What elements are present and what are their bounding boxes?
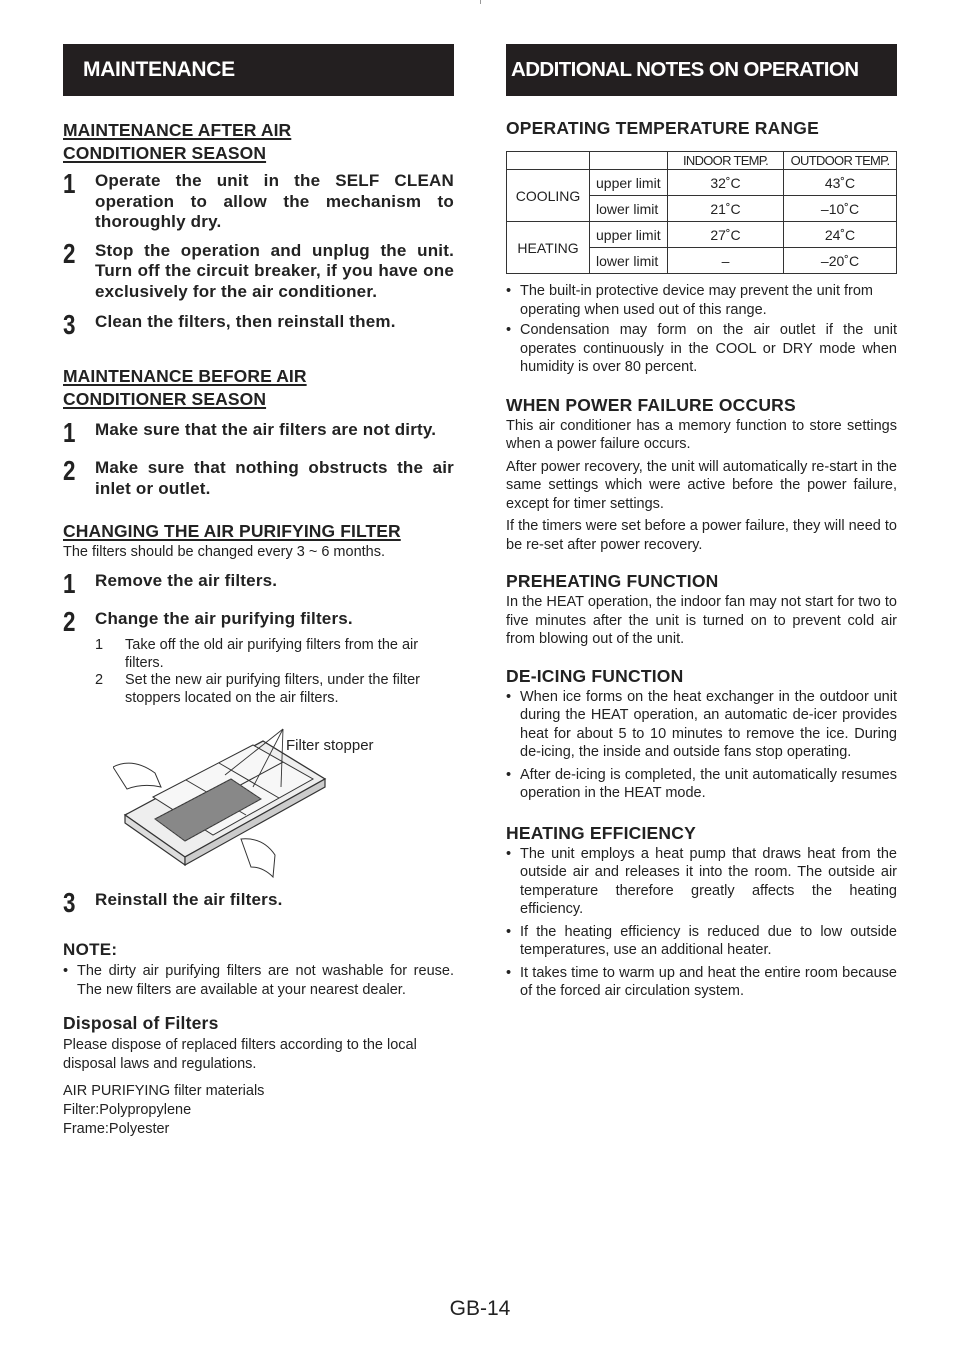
changing-filter-heading: CHANGING THE AIR PURIFYING FILTER (63, 521, 401, 541)
step-number: 2 (63, 606, 76, 637)
step-text: Clean the filters, then reinstall them. (95, 312, 396, 331)
indoor-temp-header: INDOOR TEMP. (668, 152, 784, 170)
step-number: 1 (63, 417, 76, 448)
bullet-text: The dirty air purifying filters are not washable for reuse. The new filters are available at your nearest dealer. (77, 963, 454, 998)
changing-filter-section (63, 520, 454, 916)
outdoor-value: –20˚C (784, 248, 897, 274)
temperature-notes (506, 282, 897, 377)
bullet-text: It takes time to warm up and heat the entire room because of the forced air circulation system. (520, 964, 897, 999)
table-header-row (507, 152, 897, 170)
indoor-value: – (668, 248, 784, 274)
filter-illustration (63, 727, 454, 887)
heating-efficiency-section (506, 823, 897, 1001)
list-item (506, 964, 897, 1001)
temperature-table (506, 151, 897, 274)
table-cell (590, 152, 668, 170)
maintenance-banner: MAINTENANCE (63, 44, 454, 96)
materials-frame: Frame:Polyester (63, 1121, 170, 1137)
heating-efficiency-heading: HEATING EFFICIENCY (506, 822, 696, 843)
changing-filter-intro: The filters should be changed every 3 ~ 6 months. (63, 544, 386, 560)
changing-step-1 (63, 568, 454, 599)
filter-stopper-label: Filter stopper (286, 737, 374, 754)
changing-step-3 (63, 887, 454, 918)
disposal-section (63, 1013, 454, 1139)
step-number: 2 (63, 237, 76, 269)
indoor-value: 27˚C (668, 222, 784, 248)
step-text: Operate the unit in the SELF CLEAN operation to allow the mechanism to thoroughly dry. (95, 171, 454, 231)
power-failure-section (506, 395, 897, 555)
mode-cooling: COOLING (507, 170, 590, 222)
step-text: Stop the operation and unplug the unit. Turn off the circuit breaker, if you have one exclusively for the air conditioner. (95, 240, 454, 301)
after-step-2 (63, 237, 454, 303)
after-step-1 (63, 168, 454, 233)
list-item (506, 282, 897, 319)
step-text: Make sure that the air filters are not dirty. (95, 420, 437, 439)
bullet-dot: • (506, 964, 512, 981)
substep-1 (95, 637, 454, 672)
bullet-text: Condensation may form on the air outlet if the unit operates continuously in the COOL or DRY mode when humidity is over 80 percent. (520, 322, 897, 375)
de-icing-section (506, 666, 897, 803)
outdoor-value: 24˚C (784, 222, 897, 248)
substep-text: Set the new air purifying filters, under the filter stoppers located on the air filters. (125, 672, 420, 706)
substep-list (63, 637, 454, 707)
list-item (506, 688, 897, 762)
indoor-value: 32˚C (668, 170, 784, 196)
power-failure-heading: WHEN POWER FAILURE OCCURS (506, 394, 796, 415)
bullet-dot: • (506, 688, 512, 705)
substep-text: Take off the old air purifying filters from the air filters. (125, 637, 419, 671)
after-season-heading: MAINTENANCE AFTER AIR CONDITIONER SEASON (63, 120, 292, 163)
table-cell (507, 152, 590, 170)
step-text: Reinstall the air filters. (95, 890, 283, 909)
outdoor-value: 43˚C (784, 170, 897, 196)
outdoor-temp-header: OUTDOOR TEMP. (784, 152, 897, 170)
step-number: 1 (63, 568, 76, 599)
temperature-section (506, 118, 897, 377)
power-failure-paragraph-2: After power recovery, the unit will automatically re-start in the same settings which were active before the power failure, except for timer settings. (506, 458, 897, 512)
table-row (507, 222, 897, 248)
mode-heating: HEATING (507, 222, 590, 274)
temperature-heading: OPERATING TEMPERATURE RANGE (506, 118, 819, 138)
bullet-text: After de-icing is completed, the unit automatically resumes operation in the HEAT mode. (520, 766, 897, 801)
note-bullet (63, 962, 454, 999)
before-step-1 (63, 417, 454, 448)
step-text: Make sure that nothing obstructs the air inlet or outlet. (95, 458, 454, 498)
bullet-dot: • (506, 283, 512, 299)
bullet-dot: • (506, 322, 512, 338)
crop-mark (480, 0, 481, 4)
substep-number: 2 (95, 672, 104, 688)
disposal-paragraph: Please dispose of replaced filters according to the local disposal laws and regulations. (63, 1037, 417, 1072)
list-item (506, 845, 897, 919)
outdoor-value: –10˚C (784, 196, 897, 222)
list-item (506, 766, 897, 803)
note-section (63, 940, 454, 999)
power-failure-paragraph-1: This air conditioner has a memory function to store settings when a power failure occurs. (506, 417, 897, 452)
bullet-dot: • (506, 923, 512, 940)
indoor-value: 21˚C (668, 196, 784, 222)
step-number: 2 (63, 455, 76, 486)
after-step-3 (63, 309, 454, 340)
bullet-dot: • (63, 963, 69, 979)
preheating-heading: PREHEATING FUNCTION (506, 571, 719, 591)
step-text: Remove the air filters. (95, 571, 278, 590)
before-step-2 (63, 455, 454, 499)
bullet-text: If the heating efficiency is reduced due to low outside temperatures, use an additional heater. (520, 923, 897, 958)
limit-label: upper limit (590, 222, 668, 248)
list-item (506, 923, 897, 960)
bullet-text: The unit employs a heat pump that draws heat from the outside air and releases it into the room. The outside air temperature therefore greatly affects the heating efficiency. (520, 845, 897, 917)
bullet-dot: • (506, 766, 512, 783)
limit-label: upper limit (590, 170, 668, 196)
additional-notes-column (506, 44, 897, 1001)
step-number: 3 (63, 887, 76, 918)
table-row (507, 170, 897, 196)
de-icing-heading: DE-ICING FUNCTION (506, 665, 684, 686)
substep-2 (95, 672, 454, 707)
preheating-section (506, 571, 897, 649)
limit-label: lower limit (590, 196, 668, 222)
substep-number: 1 (95, 637, 104, 653)
disposal-heading: Disposal of Filters (63, 1013, 219, 1033)
materials-list (63, 1082, 454, 1139)
limit-label: lower limit (590, 248, 668, 274)
maintenance-column (63, 44, 454, 1139)
bullet-text: The built-in protective device may prevent the unit from operating when used out of this range. (520, 283, 873, 318)
bullet-text: When ice forms on the heat exchanger in the outdoor unit during the HEAT operation, an automatic de-icer provides heat for about 5 to 10 minutes to remove the ice. During de-icing, the inside and outside fans stop operating. (520, 688, 897, 760)
before-season-section (63, 365, 454, 499)
before-season-heading: MAINTENANCE BEFORE AIR CONDITIONER SEASON (63, 366, 307, 409)
materials-filter: Filter:Polypropylene (63, 1102, 192, 1118)
page-number: GB-14 (449, 1297, 511, 1320)
power-failure-paragraph-3: If the timers were set before a power failure, they will need to be re-set after power recovery. (506, 518, 897, 553)
list-item (506, 321, 897, 377)
step-number: 3 (63, 309, 76, 340)
bullet-dot: • (506, 845, 512, 862)
additional-notes-banner: ADDITIONAL NOTES ON OPERATION (506, 44, 897, 96)
step-number: 1 (63, 168, 76, 199)
step-text: Change the air purifying filters. (95, 609, 353, 628)
materials-title: AIR PURIFYING filter materials (63, 1083, 265, 1099)
preheating-paragraph: In the HEAT operation, the indoor fan may not start for two to five minutes after the unit is turned on to prevent cold air from blowing out of the unit. (506, 594, 897, 647)
changing-step-2 (63, 606, 454, 637)
note-heading: NOTE: (63, 940, 118, 959)
after-season-section (63, 119, 454, 338)
